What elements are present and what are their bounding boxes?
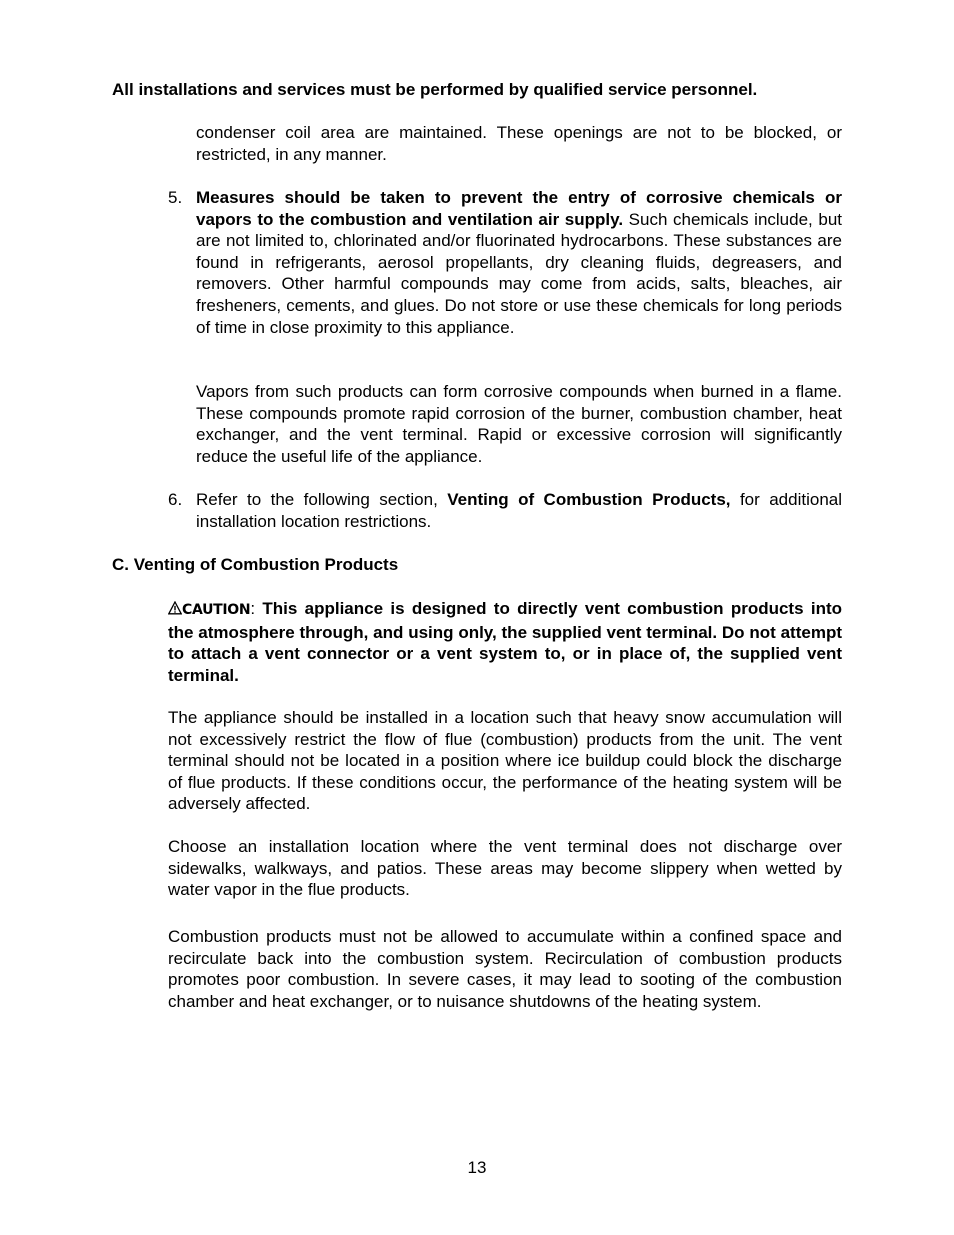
section-c-heading: C. Venting of Combustion Products — [112, 555, 399, 574]
section-c-paragraph-1: The appliance should be installed in a location such that heavy snow accumulation will not excessively restrict the flow of flue (combustion) products from the unit. The vent terminal should not be located in a position where ice buildup could block the discharge of flue products. If these conditions occur, the performance of the heating system will be adversely affected. — [168, 708, 842, 814]
page-number: 13 — [467, 1158, 487, 1177]
list-number-6: 6. — [168, 490, 183, 509]
item6-text-before: Refer to the following section, — [196, 490, 448, 509]
item5-bold-lead: Measures should be taken to prevent the entry of corrosive chemicals or vapors to the combustion and ventilation air supply. — [196, 188, 842, 229]
item5-text: Such chemicals include, but are not limited to, chlorinated and/or fluorinated hydrocarbons. These substances are found in refrigerants, aerosol propellants, dry cleaning fluids, degreasers, and removers. Other harmful compounds may come from acids, salts, bleaches, air fresheners, cements, and glues. Do not store or use these chemicals for long periods of time in close proximity to this appliance. — [196, 209, 842, 337]
list-item-6 — [196, 489, 842, 532]
list-number-5: 5. — [168, 188, 183, 207]
continuation-paragraph: condenser coil area are maintained. These openings are not to be blocked, or restricted, in any manner. — [196, 123, 842, 164]
item5-paragraph-2: Vapors from such products can form corrosive compounds when burned in a flame. These compounds promote rapid corrosion of the burner, combustion chamber, heat exchanger, and the vent terminal. Rapid or excessive corrosion will significantly reduce the useful life of the appliance. — [196, 382, 842, 466]
list-item-5 — [196, 187, 842, 338]
caution-label: CAUTION — [182, 602, 251, 618]
section-c-paragraph-3: Combustion products must not be allowed to accumulate within a confined space and recirculate back into the combustion system. Recirculation of combustion products promotes poor combustion. In severe cases, it may lead to sooting of the combustion chamber and heat exchanger, or to nuisance shutdowns of the heating system. — [168, 927, 842, 1011]
item6-text-after: for additional installation location restrictions. — [196, 490, 843, 531]
caution-text: This appliance is designed to directly vent combustion products into the atmosphere through, and using only, the supplied vent terminal. Do not attempt to attach a vent connector or a vent system to, or in place of, the supplied vent terminal. — [168, 599, 842, 685]
caution-colon: : — [250, 599, 263, 618]
header-notice: All installations and services must be performed by qualified service personnel. — [112, 80, 758, 99]
section-c-paragraph-2: Choose an installation location where the vent terminal does not discharge over sidewalks, walkways, and patios. These areas may become slippery when wetted by water vapor in the flue products. — [168, 837, 842, 900]
item6-bold-reference: Venting of Combustion Products, — [447, 490, 731, 509]
caution-notice — [168, 598, 842, 686]
warning-triangle-icon — [168, 601, 182, 615]
